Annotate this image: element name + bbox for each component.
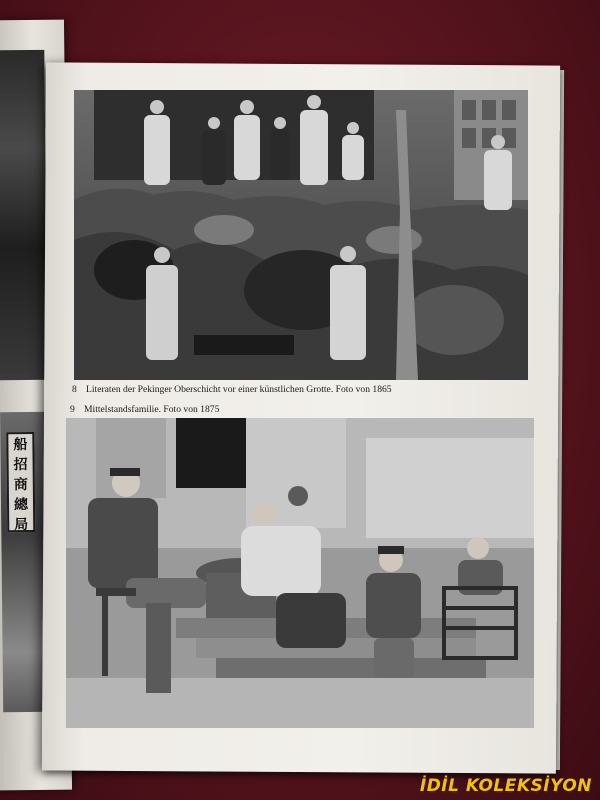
figure-caption bbox=[70, 404, 219, 415]
photo-family bbox=[66, 418, 534, 728]
figure-caption-text: Literaten der Pekinger Oberschicht vor einer künstlichen Grotte. Foto von 1865 bbox=[86, 384, 392, 395]
watermark-text: İDİL KOLEKSİYON bbox=[419, 776, 592, 796]
sign-char: 船 bbox=[13, 437, 28, 454]
sign-char: 總 bbox=[13, 497, 29, 514]
sign-char: 商 bbox=[13, 477, 28, 494]
figure-number: 8 bbox=[72, 384, 77, 395]
figure-number: 9 bbox=[70, 404, 75, 415]
photo-literati-grotto bbox=[74, 90, 528, 380]
figure-caption bbox=[72, 384, 392, 395]
left-page-photo-top bbox=[0, 50, 48, 380]
sign-char: 招 bbox=[13, 457, 28, 474]
sign-char: 局 bbox=[14, 517, 29, 534]
shop-sign bbox=[6, 432, 35, 532]
figure-caption-text: Mittelstandsfamilie. Foto von 1875 bbox=[84, 404, 220, 415]
